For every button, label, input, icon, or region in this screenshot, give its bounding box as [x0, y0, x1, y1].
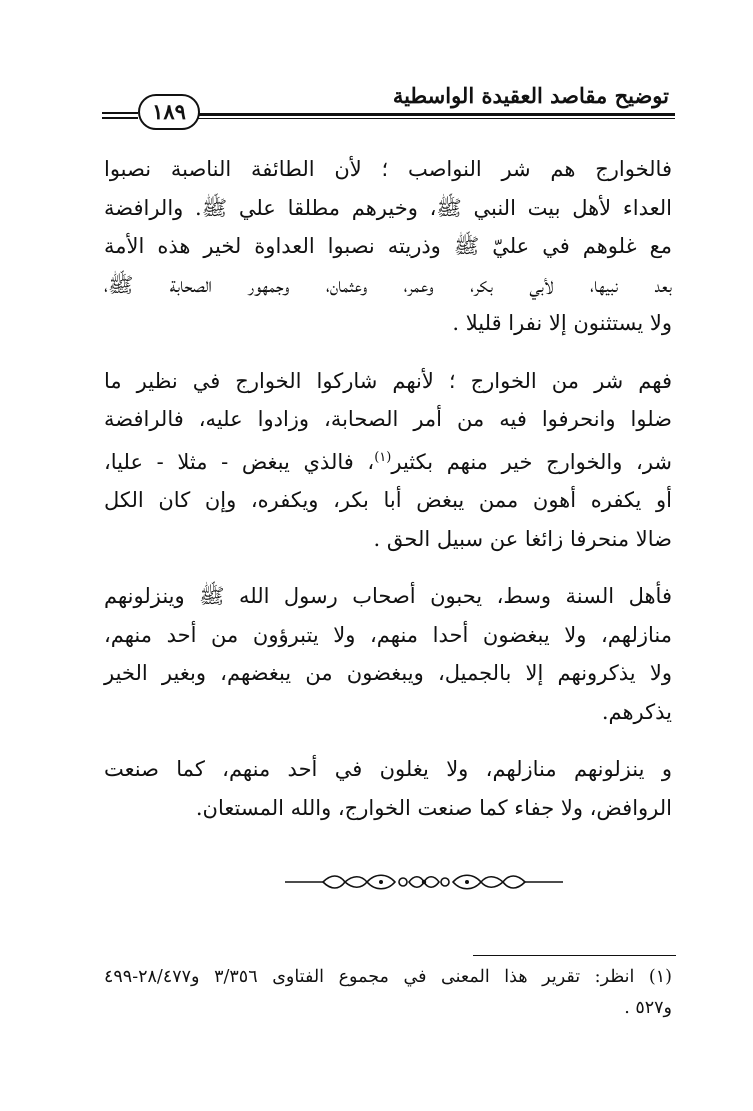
text-line: ولا يستثنون إلا نفرا قليلا . [452, 311, 672, 335]
text-line: فهم شر من الخوارج ؛ لأنهم شاركوا الخوارج في نظير ما [104, 368, 672, 393]
text-line: أو يكفره أهون ممن يبغض أبا بكر، ويكفره، وإن كان الكل [104, 488, 672, 512]
footnote-reference[interactable]: (١) [374, 449, 392, 465]
paragraph-ahl-sunnah [104, 577, 672, 731]
decorative-divider-icon [283, 872, 565, 892]
page-number: ١٨٩ [138, 94, 200, 130]
footnote-line: و٥٢٧ . [624, 998, 672, 1018]
paragraph-khawarij-nawasib [104, 150, 672, 343]
header-rule-short-bottom [102, 117, 138, 119]
book-title: توضيح مقاصد العقيدة الواسطية [392, 83, 669, 108]
text-segment: شر، والخوارج خير منهم بكثير [391, 449, 673, 474]
text-line: يذكرهم. [601, 699, 672, 724]
text-line: العداء لأهل بيت النبي ﷺ، وخيرهم مطلقا علي ﷺ. والرافضة [104, 195, 672, 220]
text-line: ولا يذكرونهم إلا بالجميل، ويبغضون من يبغضهم، وبغير الخير [104, 661, 672, 685]
header-rule-short-top [102, 112, 138, 114]
text-line: منازلهم، ولا يبغضون أحدا منهم، ولا يتبرؤون من أحد منهم، [104, 622, 672, 647]
footnote [104, 962, 672, 1024]
footnote-separator [473, 955, 676, 956]
text-segment: ، فالذي يبغض - مثلا - عليا، [104, 449, 375, 474]
footnote-line: (١) انظر: تقرير هذا المعنى في مجموع الفتاوى ٣/٣٥٦ و٢٨/٤٧٧-٤٩٩ [104, 967, 672, 987]
text-line: مع غلوهم في عليّ ﷺ وذريته نصبوا العداوة لخير هذه الأمة [104, 234, 672, 258]
text-line-with-footnote [104, 439, 672, 482]
text-line: ضالا منحرفا زائغا عن سبيل الحق . [373, 526, 672, 551]
text-line: بعد نبيها، لأبي بكر، وعمر، وعثمان، وجمهور الصحابة ﷺ، [104, 272, 672, 297]
header-rule-thin [198, 118, 675, 119]
text-line: الروافض، ولا جفاء كما صنعت الخوارج، والله المستعان. [195, 795, 672, 820]
header-rule-thick [198, 113, 675, 116]
page-body [104, 150, 672, 846]
text-line: و ينزلونهم منازلهم، ولا يغلون في أحد منهم، كما صنعت [104, 757, 672, 781]
text-line: فأهل السنة وسط، يحبون أصحاب رسول الله ﷺ وينزلونهم [104, 584, 672, 608]
paragraph-rafida-worse [104, 362, 672, 559]
text-line: فالخوارج هم شر النواصب ؛ لأن الطائفة الناصبة نصبوا [104, 157, 672, 181]
text-line: ضلوا وانحرفوا فيه من أمر الصحابة، وزادوا عليه، فالرافضة [104, 407, 672, 431]
paragraph-moderation [104, 750, 672, 827]
page-header [100, 80, 675, 130]
